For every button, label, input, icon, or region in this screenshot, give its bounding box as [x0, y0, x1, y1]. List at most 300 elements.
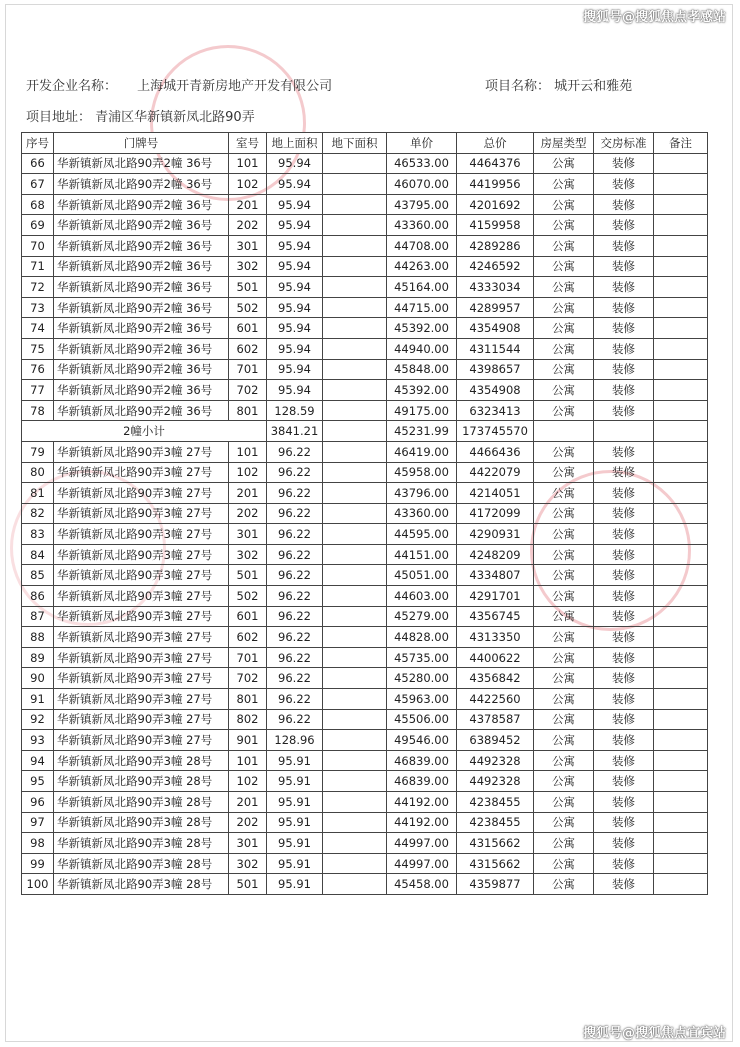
underground-area: [323, 483, 387, 504]
total-price: 4422079: [457, 462, 534, 483]
underground-area: [323, 544, 387, 565]
housing-type: 公寓: [534, 689, 594, 710]
underground-area: [323, 318, 387, 339]
housing-type: 公寓: [534, 174, 594, 195]
developer-line: [26, 75, 332, 94]
above-ground-area: 95.91: [267, 812, 323, 833]
address-cell: 华新镇新凤北路90弄3幢 28号: [54, 874, 229, 895]
subtotal-blank: [534, 421, 594, 442]
unit-price: 43796.00: [387, 483, 457, 504]
delivery-standard: 装修: [594, 812, 654, 833]
address-cell: 华新镇新凤北路90弄3幢 27号: [54, 565, 229, 586]
table-row: [22, 318, 708, 339]
address-cell: 华新镇新凤北路90弄2幢 36号: [54, 400, 229, 421]
housing-type: 公寓: [534, 380, 594, 401]
remarks: [654, 647, 708, 668]
table-row: [22, 812, 708, 833]
total-price: 4333034: [457, 277, 534, 298]
delivery-standard: 装修: [594, 853, 654, 874]
underground-area: [323, 153, 387, 174]
table-row: [22, 503, 708, 524]
address-value: 青浦区华新镇新凤北路90弄: [95, 110, 255, 125]
room-number: 202: [229, 812, 267, 833]
remarks: [654, 380, 708, 401]
housing-type: 公寓: [534, 235, 594, 256]
address-cell: 华新镇新凤北路90弄3幢 27号: [54, 689, 229, 710]
room-number: 102: [229, 462, 267, 483]
delivery-standard: 装修: [594, 215, 654, 236]
row-number: 77: [22, 380, 54, 401]
underground-area: [323, 812, 387, 833]
underground-area: [323, 792, 387, 813]
delivery-standard: 装修: [594, 647, 654, 668]
unit-price: 46839.00: [387, 750, 457, 771]
row-number: 87: [22, 606, 54, 627]
housing-type: 公寓: [534, 338, 594, 359]
delivery-standard: 装修: [594, 750, 654, 771]
above-ground-area: 95.91: [267, 771, 323, 792]
unit-price: 43360.00: [387, 215, 457, 236]
room-number: 301: [229, 833, 267, 854]
remarks: [654, 524, 708, 545]
room-number: 601: [229, 606, 267, 627]
row-number: 92: [22, 709, 54, 730]
room-number: 702: [229, 668, 267, 689]
housing-type: 公寓: [534, 730, 594, 751]
building-3-rows: [22, 441, 708, 894]
delivery-standard: 装修: [594, 359, 654, 380]
row-number: 91: [22, 689, 54, 710]
housing-type: 公寓: [534, 503, 594, 524]
total-price: 4238455: [457, 812, 534, 833]
above-ground-area: 96.22: [267, 709, 323, 730]
unit-price: 44828.00: [387, 627, 457, 648]
above-ground-area: 96.22: [267, 544, 323, 565]
row-number: 89: [22, 647, 54, 668]
housing-type: 公寓: [534, 462, 594, 483]
above-ground-area: 95.91: [267, 792, 323, 813]
unit-price: 44708.00: [387, 235, 457, 256]
address-cell: 华新镇新凤北路90弄3幢 27号: [54, 668, 229, 689]
housing-type: 公寓: [534, 400, 594, 421]
remarks: [654, 812, 708, 833]
row-number: 95: [22, 771, 54, 792]
underground-area: [323, 524, 387, 545]
address-cell: 华新镇新凤北路90弄3幢 28号: [54, 750, 229, 771]
underground-area: [323, 256, 387, 277]
row-number: 72: [22, 277, 54, 298]
remarks: [654, 318, 708, 339]
room-number: 201: [229, 483, 267, 504]
room-number: 201: [229, 792, 267, 813]
unit-price: 44595.00: [387, 524, 457, 545]
table-row: [22, 235, 708, 256]
building-2-rows: [22, 153, 708, 421]
subtotal-total: 173745570: [457, 421, 534, 442]
remarks: [654, 359, 708, 380]
row-number: 97: [22, 812, 54, 833]
address-cell: 华新镇新凤北路90弄2幢 36号: [54, 277, 229, 298]
housing-type: 公寓: [534, 668, 594, 689]
delivery-standard: 装修: [594, 544, 654, 565]
remarks: [654, 709, 708, 730]
above-ground-area: 96.22: [267, 689, 323, 710]
delivery-standard: 装修: [594, 771, 654, 792]
underground-area: [323, 565, 387, 586]
remarks: [654, 338, 708, 359]
row-number: 71: [22, 256, 54, 277]
total-price: 4356842: [457, 668, 534, 689]
row-number: 98: [22, 833, 54, 854]
delivery-standard: 装修: [594, 297, 654, 318]
underground-area: [323, 730, 387, 751]
address-cell: 华新镇新凤北路90弄2幢 36号: [54, 215, 229, 236]
housing-type: 公寓: [534, 771, 594, 792]
housing-type: 公寓: [534, 153, 594, 174]
delivery-standard: 装修: [594, 174, 654, 195]
underground-area: [323, 750, 387, 771]
remarks: [654, 544, 708, 565]
total-price: 4248209: [457, 544, 534, 565]
unit-price: 45392.00: [387, 318, 457, 339]
row-number: 70: [22, 235, 54, 256]
delivery-standard: 装修: [594, 318, 654, 339]
underground-area: [323, 441, 387, 462]
table-row: [22, 730, 708, 751]
remarks: [654, 689, 708, 710]
unit-price: 45458.00: [387, 874, 457, 895]
underground-area: [323, 689, 387, 710]
table-row: [22, 524, 708, 545]
developer-name: 上海城开青新房地产开发有限公司: [137, 79, 333, 94]
delivery-standard: 装修: [594, 833, 654, 854]
row-number: 99: [22, 853, 54, 874]
room-number: 602: [229, 627, 267, 648]
remarks: [654, 874, 708, 895]
room-number: 302: [229, 256, 267, 277]
delivery-standard: 装修: [594, 400, 654, 421]
above-ground-area: 95.94: [267, 338, 323, 359]
underground-area: [323, 771, 387, 792]
address-cell: 华新镇新凤北路90弄3幢 27号: [54, 627, 229, 648]
underground-area: [323, 235, 387, 256]
price-table: [21, 132, 708, 895]
row-number: 80: [22, 462, 54, 483]
table-row: [22, 400, 708, 421]
total-price: 4238455: [457, 792, 534, 813]
above-ground-area: 96.22: [267, 503, 323, 524]
total-price: 4492328: [457, 750, 534, 771]
table-row: [22, 483, 708, 504]
unit-price: 44192.00: [387, 792, 457, 813]
underground-area: [323, 194, 387, 215]
total-price: 4466436: [457, 441, 534, 462]
table-row: [22, 833, 708, 854]
remarks: [654, 565, 708, 586]
unit-price: 45164.00: [387, 277, 457, 298]
room-number: 302: [229, 544, 267, 565]
address-cell: 华新镇新凤北路90弄2幢 36号: [54, 256, 229, 277]
total-price: 4313350: [457, 627, 534, 648]
total-price: 4214051: [457, 483, 534, 504]
housing-type: 公寓: [534, 586, 594, 607]
address-cell: 华新镇新凤北路90弄3幢 27号: [54, 462, 229, 483]
unit-price: 44997.00: [387, 833, 457, 854]
above-ground-area: 128.59: [267, 400, 323, 421]
row-number: 86: [22, 586, 54, 607]
housing-type: 公寓: [534, 256, 594, 277]
delivery-standard: 装修: [594, 441, 654, 462]
housing-type: 公寓: [534, 792, 594, 813]
room-number: 501: [229, 565, 267, 586]
address-cell: 华新镇新凤北路90弄2幢 36号: [54, 235, 229, 256]
housing-type: 公寓: [534, 627, 594, 648]
room-number: 701: [229, 647, 267, 668]
row-number: 69: [22, 215, 54, 236]
table-row: [22, 277, 708, 298]
row-number: 73: [22, 297, 54, 318]
underground-area: [323, 338, 387, 359]
above-ground-area: 95.94: [267, 215, 323, 236]
room-number: 101: [229, 441, 267, 462]
underground-area: [323, 380, 387, 401]
above-ground-area: 96.22: [267, 668, 323, 689]
remarks: [654, 441, 708, 462]
delivery-standard: 装修: [594, 606, 654, 627]
unit-price: 46839.00: [387, 771, 457, 792]
housing-type: 公寓: [534, 606, 594, 627]
address-cell: 华新镇新凤北路90弄3幢 27号: [54, 503, 229, 524]
unit-price: 46419.00: [387, 441, 457, 462]
housing-type: 公寓: [534, 709, 594, 730]
total-price: 6389452: [457, 730, 534, 751]
remarks: [654, 792, 708, 813]
delivery-standard: 装修: [594, 194, 654, 215]
row-number: 66: [22, 153, 54, 174]
total-price: 4291701: [457, 586, 534, 607]
total-price: 4359877: [457, 874, 534, 895]
housing-type: 公寓: [534, 318, 594, 339]
address-cell: 华新镇新凤北路90弄3幢 27号: [54, 544, 229, 565]
unit-price: 45848.00: [387, 359, 457, 380]
remarks: [654, 215, 708, 236]
unit-price: 45280.00: [387, 668, 457, 689]
project-name: 城开云和雅苑: [554, 79, 633, 94]
total-price: 4419956: [457, 174, 534, 195]
housing-type: 公寓: [534, 215, 594, 236]
underground-area: [323, 586, 387, 607]
room-number: 101: [229, 153, 267, 174]
underground-area: [323, 174, 387, 195]
delivery-standard: 装修: [594, 483, 654, 504]
housing-type: 公寓: [534, 833, 594, 854]
housing-type: 公寓: [534, 441, 594, 462]
above-ground-area: 96.22: [267, 586, 323, 607]
subtotal-unit-price: 45231.99: [387, 421, 457, 442]
table-row: [22, 380, 708, 401]
delivery-standard: 装修: [594, 709, 654, 730]
unit-price: 44940.00: [387, 338, 457, 359]
address-cell: 华新镇新凤北路90弄3幢 27号: [54, 730, 229, 751]
housing-type: 公寓: [534, 359, 594, 380]
table-row: [22, 771, 708, 792]
header-cell: 总价: [457, 133, 534, 154]
table-row: [22, 689, 708, 710]
remarks: [654, 297, 708, 318]
remarks: [654, 627, 708, 648]
table-row: [22, 338, 708, 359]
unit-price: 45735.00: [387, 647, 457, 668]
housing-type: 公寓: [534, 874, 594, 895]
room-number: 802: [229, 709, 267, 730]
housing-type: 公寓: [534, 297, 594, 318]
above-ground-area: 95.94: [267, 277, 323, 298]
unit-price: 45958.00: [387, 462, 457, 483]
delivery-standard: 装修: [594, 524, 654, 545]
table-row: [22, 174, 708, 195]
table-row: [22, 627, 708, 648]
address-cell: 华新镇新凤北路90弄3幢 28号: [54, 792, 229, 813]
room-number: 601: [229, 318, 267, 339]
above-ground-area: 95.94: [267, 297, 323, 318]
above-ground-area: 95.91: [267, 853, 323, 874]
header-cell: 房屋类型: [534, 133, 594, 154]
subtotal-label: 2幢小计: [22, 421, 267, 442]
row-number: 100: [22, 874, 54, 895]
header-cell: 交房标准: [594, 133, 654, 154]
total-price: 4289286: [457, 235, 534, 256]
table-row: [22, 462, 708, 483]
address-cell: 华新镇新凤北路90弄3幢 27号: [54, 606, 229, 627]
row-number: 74: [22, 318, 54, 339]
total-price: 4492328: [457, 771, 534, 792]
underground-area: [323, 400, 387, 421]
housing-type: 公寓: [534, 750, 594, 771]
delivery-standard: 装修: [594, 792, 654, 813]
developer-label: 开发企业名称：: [26, 79, 118, 94]
housing-type: 公寓: [534, 544, 594, 565]
total-price: 4201692: [457, 194, 534, 215]
above-ground-area: 95.94: [267, 256, 323, 277]
housing-type: 公寓: [534, 647, 594, 668]
address-cell: 华新镇新凤北路90弄3幢 28号: [54, 812, 229, 833]
unit-price: 45051.00: [387, 565, 457, 586]
address-cell: 华新镇新凤北路90弄3幢 27号: [54, 524, 229, 545]
table-row: [22, 544, 708, 565]
delivery-standard: 装修: [594, 689, 654, 710]
room-number: 202: [229, 215, 267, 236]
room-number: 102: [229, 174, 267, 195]
underground-area: [323, 647, 387, 668]
address-cell: 华新镇新凤北路90弄3幢 28号: [54, 853, 229, 874]
room-number: 602: [229, 338, 267, 359]
delivery-standard: 装修: [594, 627, 654, 648]
remarks: [654, 153, 708, 174]
watermark-top: 搜狐号@搜狐焦点孝感站: [582, 10, 726, 25]
underground-area: [323, 359, 387, 380]
total-price: 4172099: [457, 503, 534, 524]
above-ground-area: 95.91: [267, 874, 323, 895]
housing-type: 公寓: [534, 565, 594, 586]
total-price: 4378587: [457, 709, 534, 730]
remarks: [654, 483, 708, 504]
table-row: [22, 586, 708, 607]
delivery-standard: 装修: [594, 730, 654, 751]
housing-type: 公寓: [534, 524, 594, 545]
above-ground-area: 95.91: [267, 750, 323, 771]
above-ground-area: 95.94: [267, 235, 323, 256]
remarks: [654, 277, 708, 298]
total-price: 4311544: [457, 338, 534, 359]
unit-price: 46533.00: [387, 153, 457, 174]
housing-type: 公寓: [534, 277, 594, 298]
row-number: 76: [22, 359, 54, 380]
room-number: 502: [229, 297, 267, 318]
underground-area: [323, 627, 387, 648]
unit-price: 44263.00: [387, 256, 457, 277]
delivery-standard: 装修: [594, 586, 654, 607]
above-ground-area: 95.94: [267, 318, 323, 339]
subtotal-row: [22, 421, 708, 442]
remarks: [654, 400, 708, 421]
address-cell: 华新镇新凤北路90弄3幢 27号: [54, 647, 229, 668]
remarks: [654, 586, 708, 607]
row-number: 82: [22, 503, 54, 524]
remarks: [654, 235, 708, 256]
above-ground-area: 96.22: [267, 647, 323, 668]
project-line: [485, 75, 632, 94]
delivery-standard: 装修: [594, 256, 654, 277]
unit-price: 45279.00: [387, 606, 457, 627]
row-number: 85: [22, 565, 54, 586]
total-price: 4354908: [457, 318, 534, 339]
room-number: 901: [229, 730, 267, 751]
watermark-bottom: 搜狐号@搜狐焦点宜宾站: [582, 1026, 726, 1041]
unit-price: 49175.00: [387, 400, 457, 421]
unit-price: 44715.00: [387, 297, 457, 318]
address-cell: 华新镇新凤北路90弄2幢 36号: [54, 174, 229, 195]
delivery-standard: 装修: [594, 565, 654, 586]
total-price: 4159958: [457, 215, 534, 236]
remarks: [654, 503, 708, 524]
remarks: [654, 174, 708, 195]
total-price: 4315662: [457, 853, 534, 874]
above-ground-area: 96.22: [267, 441, 323, 462]
table-row: [22, 874, 708, 895]
row-number: 84: [22, 544, 54, 565]
remarks: [654, 668, 708, 689]
room-number: 201: [229, 194, 267, 215]
above-ground-area: 128.96: [267, 730, 323, 751]
underground-area: [323, 709, 387, 730]
above-ground-area: 96.22: [267, 462, 323, 483]
table-row: [22, 750, 708, 771]
address-line: [26, 106, 255, 125]
row-number: 78: [22, 400, 54, 421]
subtotal-area: 3841.21: [267, 421, 323, 442]
unit-price: 45392.00: [387, 380, 457, 401]
remarks: [654, 771, 708, 792]
unit-price: 44603.00: [387, 586, 457, 607]
underground-area: [323, 833, 387, 854]
table-row: [22, 792, 708, 813]
header-cell: 地下面积: [323, 133, 387, 154]
total-price: 4315662: [457, 833, 534, 854]
unit-price: 45506.00: [387, 709, 457, 730]
remarks: [654, 606, 708, 627]
row-number: 81: [22, 483, 54, 504]
unit-price: 49546.00: [387, 730, 457, 751]
